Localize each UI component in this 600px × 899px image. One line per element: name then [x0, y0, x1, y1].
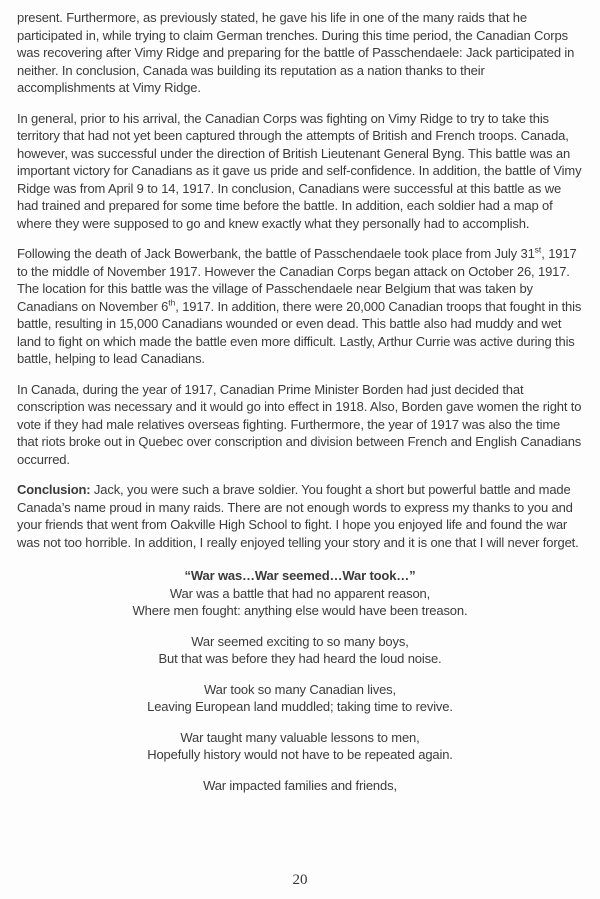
paragraph-3-text-c: , 1917. In addition, there were 20,000 Canadian troops that fought in this battle, resulting in 15,000 Canadians wounded or even dead. This battle also had muddy and wet land to fight on which made the battle even more difficult. Lastly, Arthur Currie was active during this battle, helping to lead Canadians.: [17, 298, 582, 366]
poem-line: War was a battle that had no apparent reason,: [169, 585, 431, 601]
poem-stanza-2: [17, 633, 583, 668]
poem-line: But that was before they had heard the loud noise.: [158, 651, 442, 666]
poem-stanza-3: [17, 681, 583, 716]
paragraph-3-text-b: , 1917 to the middle of November 1917. However the Canadian Corps began attack on October 26, 1917. The location for this battle was the village of Passchendaele near Belgium that was taken by Canadians on November 6: [17, 246, 577, 314]
paragraph-4: In Canada, during the year of 1917, Canadian Prime Minister Borden had just decided that conscription was necessary and it would go into effect in 1918. Also, Borden gave women the right to vote if they had male relatives overseas fighting. Furthermore, the year of 1917 was also the time that riots broke out in Quebec over conscription and division between French and English Canadians occurred.: [17, 381, 582, 467]
poem-line: War took so many Canadian lives,: [204, 681, 396, 697]
paragraph-conclusion: [17, 481, 583, 551]
conclusion-text: Jack, you were such a brave soldier. You fought a short but powerful battle and made Canada’s name proud in many raids. There are not enough words to express my thanks to you and your friends that went from Oakville High School to fight. I hope you enjoyed life and found the war was not too horrible. In addition, I really enjoyed telling your story and it is one that I will never forget.: [17, 482, 579, 550]
poem-stanza-4: [17, 729, 583, 764]
essay-body: [17, 9, 583, 551]
poem-stanza-1: [17, 585, 583, 620]
poem-line: Hopefully history would not have to be repeated again.: [147, 747, 453, 762]
paragraph-3-text-a: Following the death of Jack Bowerbank, the battle of Passchendaele took place from July 31: [17, 246, 535, 261]
poem-line: War impacted families and friends,: [203, 777, 397, 793]
conclusion-label: Conclusion:: [17, 482, 91, 497]
paragraph-3: [17, 245, 583, 368]
paragraph-1: present. Furthermore, as previously stated, he gave his life in one of the many raids that he participated in, while trying to claim German trenches. During this time period, the Canadian Corps was recovering after Vimy Ridge and preparing for the battle of Passchendaele: Jack participated in neither. In conclusion, Canada was building its reputation as a nation thanks to their accomplishments at Vimy Ridge.: [17, 10, 575, 95]
poem: [17, 567, 583, 794]
poem-stanza-5: [17, 777, 583, 795]
poem-line: War seemed exciting to so many boys,: [191, 633, 409, 649]
poem-title: “War was…War seemed…War took…”: [184, 568, 416, 583]
paragraph-2: In general, prior to his arrival, the Canadian Corps was fighting on Vimy Ridge to try to take this territory that had not yet been captured through the attempts of British and French troops. Canada, however, was successful under the direction of British Lieutenant General Byng. This battle was an important victory for Canadians as it gave us pride and self-confidence. In addition, the battle of Vimy Ridge was from April 9 to 14, 1917. In conclusion, Canadians were successful at this battle as we had trained and prepared for some time before the battle. In addition, each soldier had a map of where they were supposed to go and knew exactly what they personally had to accomplish.: [17, 110, 582, 231]
poem-line: Where men fought: anything else would have been treason.: [132, 603, 468, 618]
poem-line: Leaving European land muddled; taking time to revive.: [147, 699, 453, 714]
page-number: 20: [292, 872, 308, 888]
ordinal-superscript-th: th: [168, 297, 176, 308]
ordinal-superscript-st: st: [534, 244, 542, 255]
poem-line: War taught many valuable lessons to men,: [180, 729, 420, 745]
